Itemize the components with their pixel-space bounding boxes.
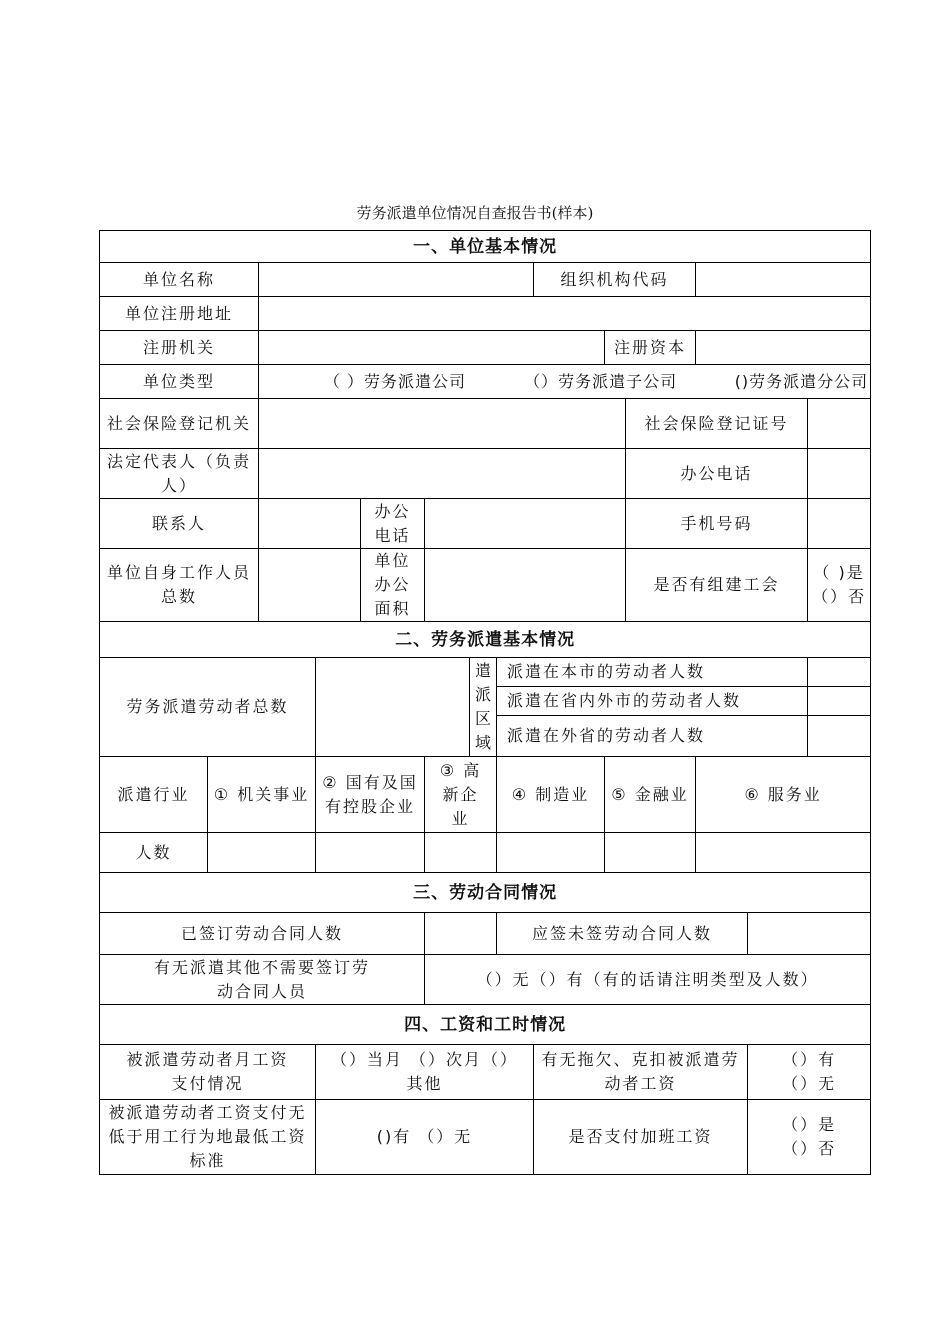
- region-province-label: 派遣在省内外市的劳动者人数: [497, 687, 808, 716]
- industry-high-tech: ③ 高新企业: [425, 757, 497, 833]
- unit-type-option-branch[interactable]: ()劳务派遣分公司: [734, 371, 869, 391]
- si-cert-no-label: 社会保险登记证号: [626, 399, 808, 449]
- office-area-label: 单位办公面积: [361, 549, 425, 622]
- region-province-field[interactable]: [808, 687, 871, 716]
- staff-total-field[interactable]: [259, 549, 361, 622]
- signed-contracts-label: 已签订劳动合同人数: [100, 913, 425, 955]
- unsigned-contracts-field[interactable]: [748, 913, 871, 955]
- section1-title: 一、单位基本情况: [100, 231, 871, 263]
- overtime-pay-question: 是否支付加班工资: [534, 1100, 748, 1175]
- wage-arrears-question: 有无拖欠、克扣被派遣劳动者工资: [534, 1045, 748, 1100]
- headcount-services-field[interactable]: [696, 833, 871, 873]
- org-code-field[interactable]: [696, 263, 871, 297]
- dispatch-region-text: 遣派区域: [475, 661, 494, 752]
- reg-capital-label: 注册资本: [605, 331, 696, 365]
- overtime-pay-options[interactable]: （）是 （）否: [748, 1100, 871, 1175]
- industry-services: ⑥ 服务业: [696, 757, 871, 833]
- org-code-label: 组织机构代码: [534, 263, 696, 297]
- reg-authority-field[interactable]: [259, 331, 605, 365]
- office-phone-label: 办公电话: [626, 449, 808, 499]
- reg-address-field[interactable]: [259, 297, 871, 331]
- industry-manufacturing: ④ 制造业: [497, 757, 605, 833]
- reg-authority-label: 注册机关: [100, 331, 259, 365]
- wage-arrears-options[interactable]: （）有 （）无: [748, 1045, 871, 1100]
- industry-label: 派遣行业: [100, 757, 208, 833]
- signed-contracts-field[interactable]: [425, 913, 497, 955]
- self-inspection-form: [99, 230, 871, 1175]
- pay-timing-options[interactable]: （）当月 （）次月（）其他: [316, 1045, 534, 1100]
- reg-capital-field[interactable]: [696, 331, 871, 365]
- document-title: 劳务派遣单位情况自查报告书(样本): [356, 204, 594, 222]
- union-options[interactable]: （ )是（）否: [808, 549, 871, 622]
- contact-field[interactable]: [259, 499, 361, 549]
- section3-title: 三、劳动合同情况: [100, 873, 871, 913]
- unit-type-option-subsidiary[interactable]: （）劳务派遣子公司: [524, 371, 678, 391]
- headcount-manufacturing-field[interactable]: [497, 833, 605, 873]
- si-authority-field[interactable]: [259, 399, 626, 449]
- office-phone2-label: 办公电话: [361, 499, 425, 549]
- si-cert-no-field[interactable]: [808, 399, 871, 449]
- section4-title: 四、工资和工时情况: [100, 1005, 871, 1045]
- office-phone2-field[interactable]: [425, 499, 626, 549]
- legal-rep-label: 法定代表人（负责人）: [100, 449, 259, 499]
- industry-finance: ⑤ 金融业: [605, 757, 696, 833]
- region-local-field[interactable]: [808, 658, 871, 687]
- mobile-label: 手机号码: [626, 499, 808, 549]
- staff-total-label: 单位自身工作人员总数: [100, 549, 259, 622]
- total-workers-label: 劳务派遣劳动者总数: [100, 658, 316, 757]
- headcount-finance-field[interactable]: [605, 833, 696, 873]
- reg-address-label: 单位注册地址: [100, 297, 259, 331]
- industry-state-owned: ② 国有及国有控股企业: [316, 757, 425, 833]
- industry-government: ① 机关事业: [208, 757, 316, 833]
- legal-rep-field[interactable]: [259, 449, 626, 499]
- office-phone-field[interactable]: [808, 449, 871, 499]
- office-area-field[interactable]: [425, 549, 626, 622]
- region-other-label: 派遣在外省的劳动者人数: [497, 716, 808, 757]
- contact-label: 联系人: [100, 499, 259, 549]
- min-wage-question: 被派遣劳动者工资支付无低于用工行为地最低工资标准: [100, 1100, 316, 1175]
- region-other-field[interactable]: [808, 716, 871, 757]
- headcount-label: 人数: [100, 833, 208, 873]
- section2-title: 二、劳务派遣基本情况: [100, 622, 871, 658]
- min-wage-options[interactable]: ()有 （）无: [316, 1100, 534, 1175]
- pay-timing-question: 被派遣劳动者月工资支付情况: [100, 1045, 316, 1100]
- region-local-label: 派遣在本市的劳动者人数: [497, 658, 808, 687]
- unit-name-field[interactable]: [259, 263, 534, 297]
- unit-name-label: 单位名称: [100, 263, 259, 297]
- no-contract-options[interactable]: （）无（）有（有的话请注明类型及人数）: [425, 955, 871, 1005]
- dispatch-region-label: [470, 658, 497, 757]
- unit-type-label: 单位类型: [100, 365, 259, 399]
- si-authority-label: 社会保险登记机关: [100, 399, 259, 449]
- total-workers-field[interactable]: [316, 658, 470, 757]
- mobile-field[interactable]: [808, 499, 871, 549]
- union-label: 是否有组建工会: [626, 549, 808, 622]
- unit-type-option-dispatch-company[interactable]: （ ）劳务派遣公司: [323, 371, 466, 391]
- headcount-government-field[interactable]: [208, 833, 316, 873]
- headcount-state-owned-field[interactable]: [316, 833, 425, 873]
- unsigned-contracts-label: 应签未签劳动合同人数: [497, 913, 748, 955]
- no-contract-question: 有无派遣其他不需要签订劳动合同人员: [100, 955, 425, 1005]
- unit-type-options[interactable]: [259, 365, 871, 399]
- headcount-high-tech-field[interactable]: [425, 833, 497, 873]
